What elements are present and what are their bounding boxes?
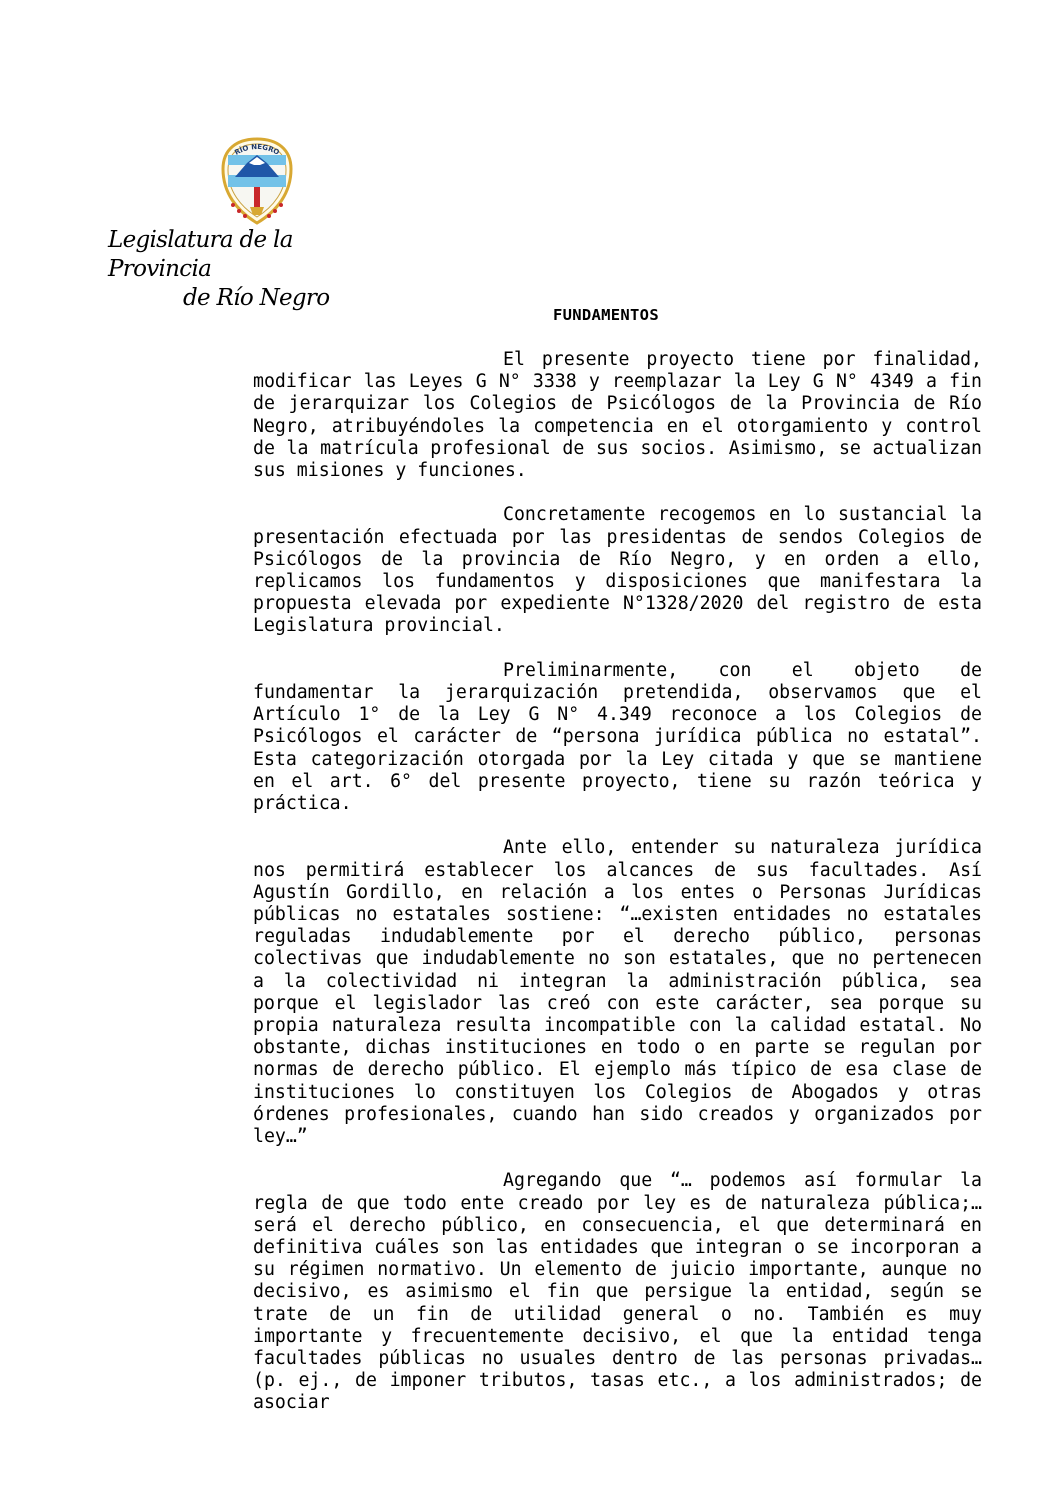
rio-negro-coat-of-arms-icon [215, 135, 299, 227]
logo-text: RÍO NEGRO [233, 142, 281, 157]
legislature-title [108, 226, 398, 313]
paragraph-3: Preliminarmente, con el objeto de fundamentar la jerarquización pretendida, observamos que el Artículo 1° de la Ley G N° 4.349 reconoce a los Colegios de Psicólogos el carácter de “persona jurídica pública no estatal”. Esta categorización otorgada por la Ley citada y que se mantiene en el art. 6° del presente proyecto, tiene su razón teórica y práctica. [253, 659, 982, 815]
legislature-line-1: Legislatura de la Provincia [108, 227, 293, 282]
document-body [253, 349, 982, 1415]
paragraph-2: Concretamente recogemos en lo sustancial la presentación efectuada por las presidentas de sendos Colegios de Psicólogos de la provincia de Río Negro, y en orden a ello, replicamos los fundamentos y disposiciones que manifestara la propuesta elevada por expediente N°1328/2020 del registro de esta Legislatura provincial. [253, 504, 982, 637]
section-heading: FUNDAMENTOS [553, 306, 659, 324]
legislature-line-2: de Río Negro [183, 285, 330, 311]
paragraph-5: Agregando que “… podemos así formular la regla de que todo ente creado por ley es de naturaleza pública;… será el derecho público, en consecuencia, el que determinará en definitiva cuáles son las entidades que integran o se incorporan a su régimen normativo. Un elemento de juicio importante, aunque no decisivo, es asimismo el fin que persigue la entidad, según se trate de un fin de utilidad general o no. También es muy importante y frecuentemente decisivo, el que la entidad tenga facultades públicas no usuales dentro de las personas privadas… (p. ej., de imponer tributos, tasas etc., a los administrados; de asociar [253, 1170, 982, 1414]
paragraph-4: Ante ello, entender su naturaleza jurídica nos permitirá establecer los alcances de sus facultades. Así Agustín Gordillo, en relación a los entes o Personas Jurídicas públicas no estatales sostiene: “…existen entidades no estatales reguladas indudablemente por el derecho público, personas colectivas que indudablemente no son estatales, que no pertenecen a la colectividad ni integran la administración pública, sea porque el legislador las creó con este carácter, sea porque su propia naturaleza resulta incompatible con la calidad estatal. No obstante, dichas instituciones en todo o en parte se regulan por normas de derecho público. El ejemplo más típico de esa clase de instituciones lo constituyen los Colegios de Abogados y otras órdenes profesionales, cuando han sido creados y organizados por ley…” [253, 837, 982, 1148]
paragraph-1: El presente proyecto tiene por finalidad, modificar las Leyes G N° 3338 y reemplazar la Ley G N° 4349 a fin de jerarquizar los Colegios de Psicólogos de la Provincia de Río Negro, atribuyéndoles la competencia en el otorgamiento y control de la matrícula profesional de sus socios. Asimismo, se actualizan sus misiones y funciones. [253, 349, 982, 482]
